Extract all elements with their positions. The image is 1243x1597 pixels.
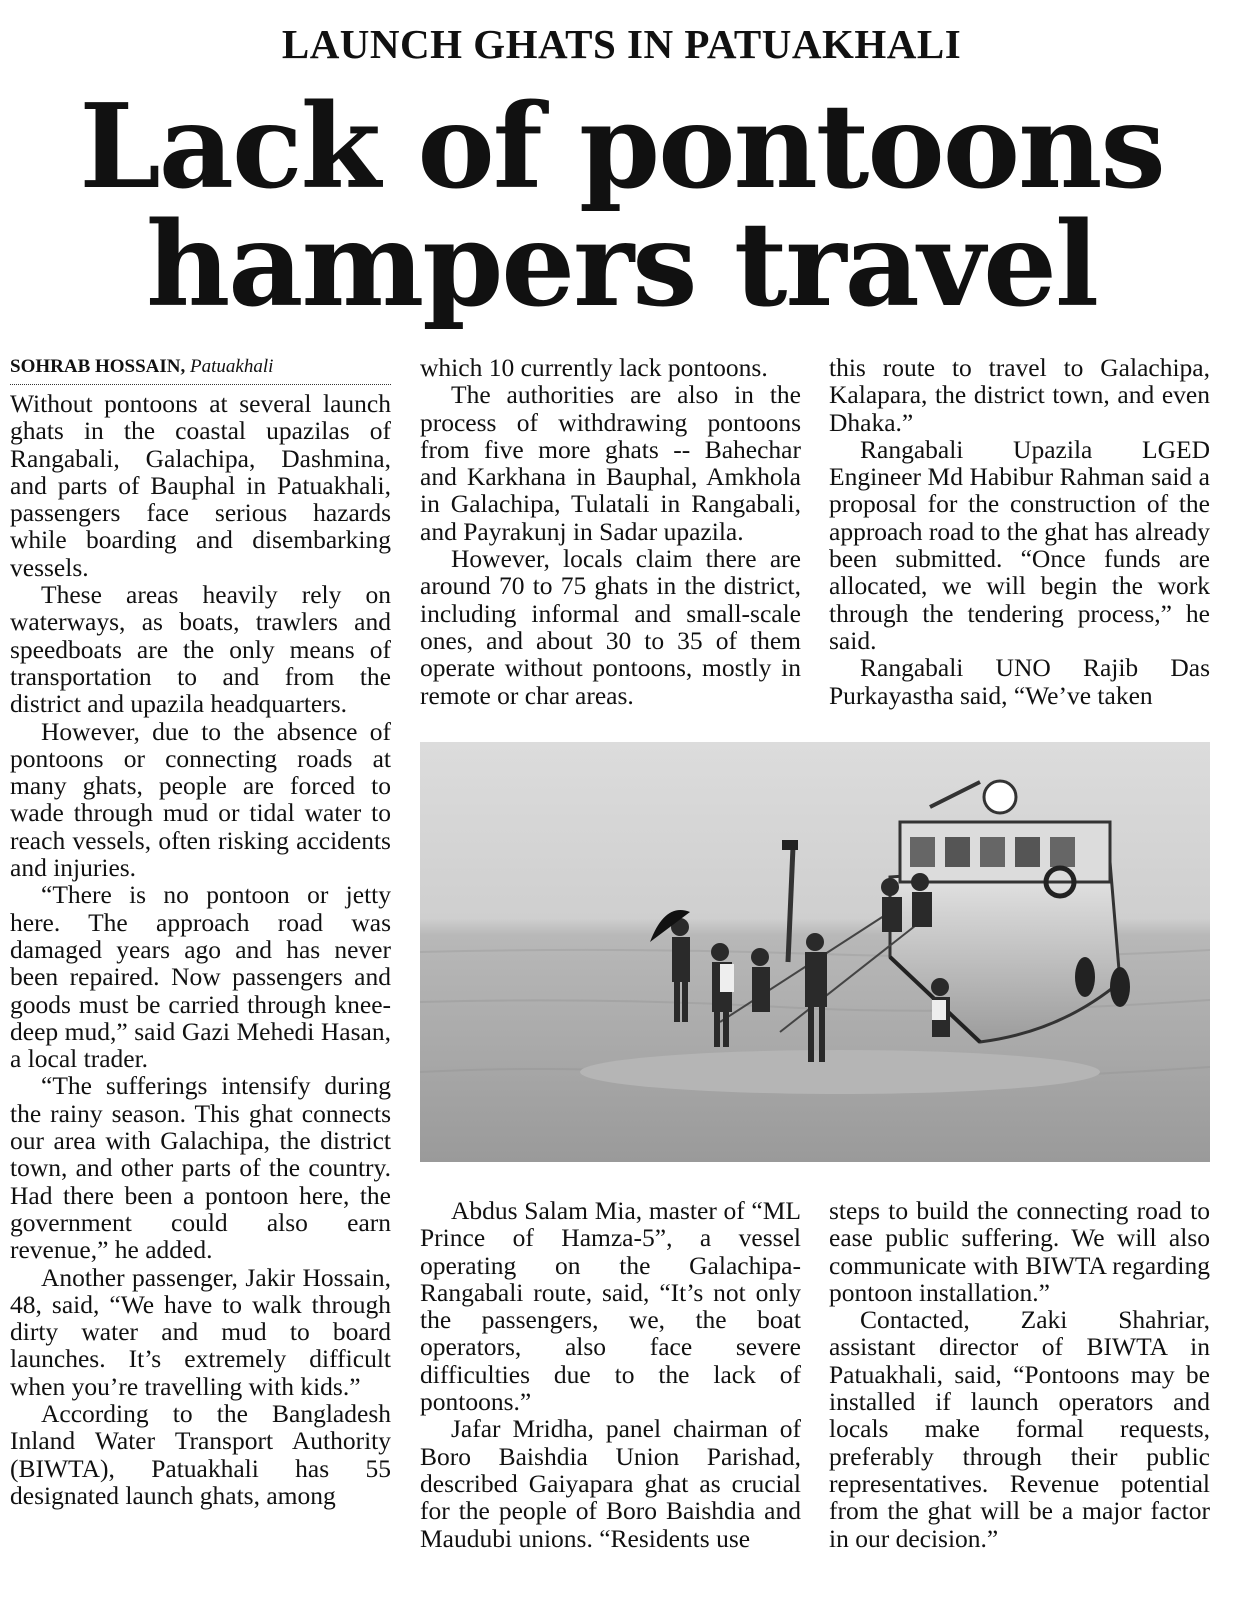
paragraph: which 10 currently lack pontoons. xyxy=(420,353,768,382)
headline xyxy=(0,79,1243,333)
byline xyxy=(10,356,391,385)
headline-line-2: hampers travel xyxy=(145,197,1098,333)
paragraph: Rangabali UNO Rajib Das Purkayastha said, “We’ve taken xyxy=(829,653,1210,710)
paragraph: Another passenger, Jakir Hossain, 48, said, “We have to walk through dirty water and mud to board launches. It’s extremely difficult when you’re travelling with kids.” xyxy=(10,1262,391,1401)
paragraph: Rangabali Upazila LGED Engineer Md Habibur Rahman said a proposal for the construction of the approach road to the ghat has already been submitted. “Once funds are allocated, we will begin the work through the tendering process,” he said. xyxy=(829,434,1210,655)
paragraph: “There is no pontoon or jetty here. The approach road was damaged years ago and has never been repaired. Now passengers and goods must be carried through knee-deep mud,” said Gazi Mehedi Hasan, a local trader. xyxy=(10,880,391,1074)
article-column-2-top xyxy=(420,354,801,709)
byline-name: SOHRAB HOSSAIN, xyxy=(10,356,186,377)
paragraph: However, due to the absence of pontoons or connecting roads at many ghats, people are forced to wade through mud or tidal water to reach vessels, often risking accidents and injuries. xyxy=(10,716,391,883)
article-column-3-bottom xyxy=(829,1197,1210,1552)
paragraph: “The sufferings intensify during the rainy season. This ghat connects our area with Galachipa, the district town, and other parts of the country. Had there been a pontoon here, the government could also earn revenue,” he added. xyxy=(10,1071,391,1265)
article-column-1 xyxy=(10,356,391,1509)
paragraph: The authorities are also in the process of withdrawing pontoons from five more ghats -- Bahechar and Karkhana in Bauphal, Amkhola in Galachipa, Tulatali in Rangabali, and Payrakunj in Sadar upazila. xyxy=(420,380,801,546)
paragraph: steps to build the connecting road to ease public suffering. We will also communicate with BIWTA regarding pontoon installation.” xyxy=(829,1196,1210,1307)
paragraph: These areas heavily rely on waterways, as boats, trawlers and speedboats are the only means of transportation to and from the district and upazila headquarters. xyxy=(10,580,391,719)
kicker: LAUNCH GHATS IN PATUAKHALI xyxy=(281,21,962,67)
article-column-3-top xyxy=(829,354,1210,709)
paragraph: However, locals claim there are around 70 to 75 ghats in the district, including informal and small-scale ones, and about 30 to 35 of them operate without pontoons, mostly in remote or char areas. xyxy=(420,544,801,710)
headline-line-1: Lack of pontoons xyxy=(79,79,1164,215)
paragraph: Jafar Mridha, panel chairman of Boro Baishdia Union Parishad, described Gaiyapara ghat as crucial for the people of Boro Baishdia and Maudubi unions. “Residents use xyxy=(420,1414,801,1553)
paragraph: Contacted, Zaki Shahriar, assistant director of BIWTA in Patuakhali, said, “Pontoons may be installed if launch operators and locals make formal requests, preferably through their public representatives. Revenue potential from the ghat will be a major factor in our decision.” xyxy=(829,1305,1210,1553)
paragraph: Abdus Salam Mia, master of “ML Prince of Hamza-5”, a vessel operating on the Galachipa-Rangabali route, said, “It’s not only the passengers, we, the boat operators, also face severe difficulties due to the lack of pontoons.” xyxy=(420,1196,801,1417)
byline-place: Patuakhali xyxy=(190,356,274,377)
paragraph: this route to travel to Galachipa, Kalapara, the district town, and even Dhaka.” xyxy=(829,353,1210,437)
paragraph: Without pontoons at several launch ghats in the coastal upazilas of Rangabali, Galachipa, Dashmina, and parts of Bauphal in Patuakhali, passengers face serious hazards while boarding and disembarking vessels. xyxy=(10,389,391,582)
paragraph: According to the Bangladesh Inland Water Transport Authority (BIWTA), Patuakhali has 55 designated launch ghats, among xyxy=(10,1398,391,1510)
boat-passengers-photo xyxy=(420,742,1210,1162)
article-column-2-bottom xyxy=(420,1197,801,1552)
